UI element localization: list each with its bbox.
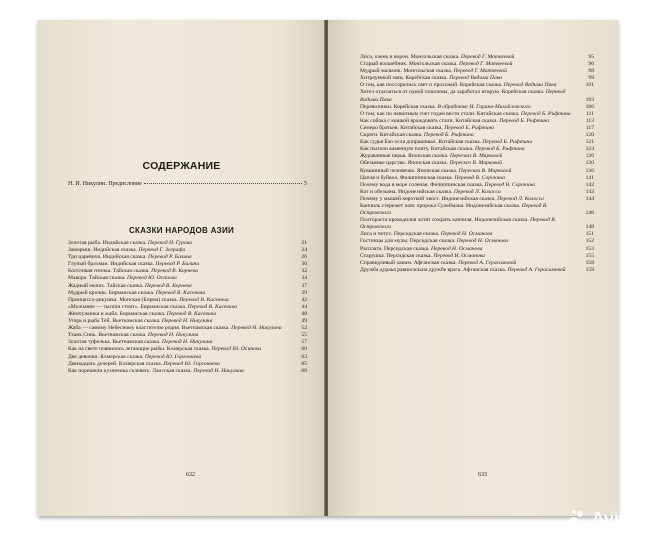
toc-entry-page: 98 (588, 68, 594, 75)
toc-entry (68, 290, 307, 297)
toc-entry (68, 346, 307, 353)
toc-entry-credit: Перевод Б. Рифтина (444, 124, 494, 131)
toc-entry-title: Почему у мышей короткий хвост. Индонезийская сказка. (360, 195, 496, 202)
toc-entry-credit: Перевод Н. Османова (456, 238, 509, 245)
toc-entry-credit: Перевод В. Касевича (166, 310, 217, 317)
toc-entry-page: 146 (585, 210, 594, 217)
toc-entry (68, 275, 307, 282)
toc-entry-page: 153 (585, 245, 594, 252)
toc-entry-credit: Перевод В. Корнева (144, 282, 192, 289)
toc-entry (360, 203, 594, 217)
toc-entry-page: 60 (301, 346, 307, 353)
toc-entry-credit: Перевод Р. Балина (148, 254, 192, 261)
toc-entry (68, 361, 307, 368)
toc-entry-page: 44 (301, 303, 307, 310)
toc-entry-title: Канчиль стережет пояс пророка Сулеймана. Индонезийская сказка. (360, 202, 521, 209)
toc-entry-page: 101 (585, 82, 594, 89)
toc-entry-page: 49 (301, 318, 307, 325)
toc-entry-title: Жаба — самому Небесному властителю родня. Вьетнамская сказка. (68, 325, 230, 332)
toc-entry-page: 124 (585, 146, 594, 153)
toc-entry (360, 175, 594, 182)
toc-entry-credit: Перевод Б. Рифтина (499, 117, 550, 124)
toc-entry-title: Кот и обезьяна. Индонезийская сказка. (360, 188, 453, 195)
toc-entry-page: 151 (585, 231, 594, 238)
toc-entry-title: Хитроумный заяц. Корейская сказка. (360, 75, 448, 82)
toc-entry-page: 65 (301, 360, 307, 367)
toc-entry-page: 34 (301, 275, 307, 282)
toc-entry-page: 148 (585, 224, 594, 231)
toc-entry-title: Старый волшебник. Монгольская сказка. (360, 61, 458, 68)
toc-entry-title: Двенадцать дочерей. Кхмерская сказка. (68, 360, 163, 367)
toc-entry-title: Перевозчики. Корейская сказка. (360, 103, 437, 110)
toc-entry-credit: Перевод Н. Османова (440, 231, 493, 238)
toc-entry-text (360, 111, 580, 118)
toc-entry (360, 160, 594, 167)
toc-entry (360, 238, 594, 245)
toc-entry (360, 111, 594, 118)
toc-entry-credit: Перевод Г. Матвеевой (460, 54, 515, 60)
toc-entry-title: Принцесса-дикушка. Монская (Бирма) сказка. (68, 296, 178, 303)
toc-entry-title: Три царевича. Индийская сказка. (68, 254, 147, 261)
toc-entry-page: 121 (585, 139, 594, 146)
toc-entry-credit: Перевод Н. Никулина (231, 325, 282, 332)
toc-entry-credit: Перевод Н. Гурова (147, 240, 192, 246)
toc-entry (68, 311, 307, 318)
toc-entry-text (360, 182, 580, 189)
toc-entry-page: 159 (585, 266, 594, 273)
toc-entry-page: 52 (301, 325, 307, 332)
toc-entry-title: Гостинцы для мулы. Персидская сказка. (360, 238, 456, 245)
dot-leader (144, 183, 302, 184)
toc-entry-title: Полтораста крокодилов хотят сожрать канчиля. Индонезийская сказка. (360, 217, 529, 224)
left-page (38, 20, 325, 516)
toc-entry-title: Мудрый кролик. Бирманская сказка. (68, 289, 155, 296)
toc-entry-text (360, 189, 580, 196)
toc-entry-credit: Перевод Л. Колосса (497, 195, 544, 202)
toc-entry-title: О том, как по животным счет годам вести стали. Китайская сказка. (360, 110, 520, 117)
toc-entry-title: Глупый брахман. Индийская сказка. (68, 261, 155, 268)
toc-entry-title: Мудрый мальчик. Монгольская сказка. (360, 68, 453, 75)
toc-entry-credit: Пересказ В. Марковой (449, 160, 502, 167)
toc-entry-text (68, 368, 293, 375)
toc-entry-text (360, 118, 580, 125)
toc-entry (360, 118, 594, 125)
toc-entry (360, 253, 594, 260)
toc-entry-title: Журавлиные перья. Японская сказка. (360, 153, 449, 160)
toc-entry-credit: Перевод Г. Зографа (138, 247, 186, 254)
toc-entry-page: 130 (585, 160, 594, 167)
toc-entry (360, 196, 594, 203)
toc-entry-title: Цапля и буйвол. Филиппинская сказка. (360, 174, 453, 181)
avito-watermark (567, 508, 636, 530)
toc-entry-title: Семеро братьев. Китайская сказка. (360, 124, 443, 131)
toc-entry-credit: Перевод А. Герасимовой (507, 266, 566, 273)
toc-entry-title: Жемчужинка и жаба. Бирманская сказка. (68, 310, 166, 317)
toc-entry (68, 283, 307, 290)
toc-entry-credit: Перевод Г. Матвеевой (453, 68, 507, 75)
toc-entry-text (68, 304, 293, 311)
toc-entry-text (68, 275, 293, 282)
right-toc-list (360, 54, 594, 274)
avito-logo-icon (567, 508, 589, 530)
toc-entry-page: 152 (585, 238, 594, 245)
toc-entry-credit: Перевод В. Сорокина (454, 174, 505, 181)
toc-entry-page: 63 (301, 353, 307, 360)
toc-entry-page: 42 (301, 296, 307, 303)
toc-entry (360, 267, 594, 274)
toc-entry-text (68, 346, 293, 353)
toc-entry-text (68, 283, 293, 290)
toc-entry-page: 158 (585, 259, 594, 266)
toc-entry-title: Скряги. Китайская сказка. (360, 132, 423, 139)
toc-entry-title: Болтливая птичка. Тайская сказка. (68, 268, 150, 275)
toc-entry (68, 368, 307, 375)
toc-entry-text (360, 89, 580, 103)
toc-entry-title: Как порешили кузнечика склевать. Лаосская сказка. (68, 367, 192, 374)
toc-entry-title: Тхань Синь. Вьетнамская сказка. (68, 332, 147, 339)
toc-entry-credit: Перевод В. Касевича (187, 303, 238, 310)
toc-entry-credit: Перевод Р. Балина (155, 261, 200, 268)
toc-entry-title: Хотел отделаться от одной пошлины, да заработал вторую. Корейская сказка. (360, 89, 545, 96)
toc-entry-credit: Пересказ В. Марковой (458, 167, 512, 174)
open-book (38, 20, 618, 516)
toc-entry-credit: Перевод Л. Колосса (453, 188, 501, 195)
toc-entry-credit: Перевод Ю. Осипова (211, 346, 262, 353)
toc-entry-credit: Перевод Н. Никулина (161, 339, 213, 346)
toc-entry-title: Как собака с кошкой враждовать стали. Китайская сказка. (360, 117, 498, 124)
toc-entry-title: О том, как поссорились свет и прохожий. Корейская сказка. (360, 82, 503, 89)
page-number: 632 (186, 472, 195, 478)
right-page (328, 20, 618, 516)
toc-entry-credit: Перевод А. Герасимовой (458, 259, 517, 266)
toc-entry-page: 106 (585, 103, 594, 110)
toc-entry-credit: Перевод Вадима Пака (449, 75, 503, 82)
toc-entry-title: Две девочки. Кхмерская сказка. (68, 353, 144, 360)
toc-entry-page: 37 (301, 282, 307, 289)
toc-entry (68, 304, 307, 311)
toc-entry-credit: Перевод Вадима Пака (360, 89, 566, 103)
toc-entry-title: Кувшинный человечек. Японская сказка. (360, 167, 458, 174)
toc-entry-title: Дружба дурака равносильна дружбе врага. Афганская сказка. (360, 266, 507, 273)
toc-entry-page: 113 (585, 117, 594, 124)
toc-entry-credit: Перевод В. Касевича (155, 289, 206, 296)
toc-entry-page: 32 (301, 268, 307, 275)
toc-entry-title: Как судья Бао осла допрашивал. Китайская сказка. (360, 139, 481, 146)
toc-entry-text (360, 253, 580, 260)
toc-entry-credit: Пересказ В. Марковой (449, 153, 503, 160)
toc-entry-credit: В обработке Н. Гарина-Михайловского (437, 103, 531, 110)
toc-entry (360, 260, 594, 267)
toc-entry-credit: Перевод В. Корнева (151, 268, 198, 275)
toc-entry-page: 142 (585, 181, 594, 188)
toc-entry-title: Лиса, олень и ворон. Монгольская сказка. (360, 54, 460, 60)
toc-entry-credit: Перевод Ю. Горгониева (144, 353, 202, 360)
toc-entry-page: 144 (585, 195, 594, 202)
toc-entry-title: Золотая туфелька. Вьетнамская сказка. (68, 339, 161, 346)
toc-entry-page: 136 (585, 167, 594, 174)
toc-entry-credit: Перевод В. Островского (360, 217, 557, 231)
toc-entry-title: Почему вода в море соленая. Филиппинская сказка. (360, 181, 484, 188)
toc-entry-title: Золотая рыба. Индийская сказка. (68, 240, 147, 246)
toc-entry-page: 48 (301, 310, 307, 317)
toc-entry-page: 141 (585, 174, 594, 181)
toc-entry-title: Заморыш. Индийская сказка. (68, 247, 138, 254)
toc-entry-text (68, 290, 293, 297)
toc-entry-text (360, 267, 580, 274)
toc-entry-text (360, 168, 580, 175)
toc-entry-credit: Перевод Ю. Осипова (127, 275, 177, 282)
page-number: 633 (478, 472, 487, 478)
toc-entry (360, 182, 594, 189)
toc-entry-credit: Перевод Н. Никулина (147, 332, 199, 339)
toc-entry-text (360, 246, 580, 253)
toc-entry (360, 246, 594, 253)
toc-entry-text (360, 217, 580, 231)
toc-entry-page: 143 (585, 188, 594, 195)
toc-entry-credit: Перевод Г. Матвеевой (459, 61, 513, 68)
toc-entry-page: 120 (585, 132, 594, 139)
toc-entry-page: 26 (301, 254, 307, 261)
toc-entry-page: 117 (585, 124, 594, 131)
toc-entry-page: 155 (585, 252, 594, 259)
toc-entry-page: 24 (301, 247, 307, 254)
toc-entry-page: 111 (586, 110, 594, 117)
toc-entry-page: 95 (588, 54, 594, 60)
toc-entry-credit: Перевод Б. Рифтина (474, 146, 525, 153)
toc-entry (68, 297, 307, 304)
toc-entry-text (68, 311, 293, 318)
toc-entry-credit: Перевод Б. Рифтина (482, 139, 533, 146)
toc-entry-title: Как на свете появились летающие рыбы. Кхмерская сказка. (68, 346, 210, 353)
toc-entry-title: Как пытали каменную плиту. Китайская сказка. (360, 146, 474, 153)
toc-entry-text (360, 260, 580, 267)
toc-entry-credit: Перевод В. Сорокина (484, 181, 536, 188)
toc-entry-credit: Перевод Б. Рифтина (423, 132, 474, 139)
toc-entry-page: 68 (301, 367, 307, 374)
toc-entry-text (360, 104, 580, 111)
toc-entry-credit: Перевод В. Островского (360, 202, 548, 217)
toc-entry-text (360, 160, 580, 167)
toc-entry (360, 89, 594, 103)
toc-entry (360, 104, 594, 111)
toc-entry-title: Обезьянье царство. Японская сказка. (360, 160, 448, 167)
toc-entry-title: Старушка. Персидская сказка. (360, 252, 432, 259)
toc-entry-text (360, 238, 580, 245)
toc-entry-text (360, 196, 580, 203)
toc-entry-credit: Перевод Н. Османова (430, 245, 483, 252)
toc-entry-credit: Перевод Б. Рифтина (520, 110, 571, 117)
toc-entry-title: Мавора. Тайская сказка. (68, 275, 126, 282)
section-heading: СКАЗКИ НАРОДОВ АЗИИ (128, 226, 235, 235)
toc-entry-title: Лиса и петух. Персидская сказка. (360, 231, 440, 238)
toc-entry (68, 354, 307, 361)
toc-entry-page: 57 (301, 339, 307, 346)
toc-entry-text (68, 361, 293, 368)
toc-entry-credit: Перевод Н. Никулина (161, 318, 213, 325)
toc-entry-title: Жадный монах. Тайская сказка. (68, 282, 144, 289)
left-toc-list (68, 240, 307, 375)
avito-wordmark: Avito (591, 508, 636, 529)
preface-page: 5 (304, 181, 307, 187)
toc-entry-credit: Перевод В. Касевича (179, 296, 229, 303)
toc-entry-title: «Молчание — тысячи стоит». Бирманская сказка. (68, 303, 187, 310)
toc-entry-page: 21 (301, 240, 307, 246)
toc-entry-title: Справедливый хаким. Афганская сказка. (360, 259, 457, 266)
toc-entry-credit: Перевод Вадима Пака (503, 82, 557, 89)
toc-entry-page: 99 (588, 75, 594, 82)
toc-entry-title: Угорь и рыба Тей. Вьетнамская сказка. (68, 318, 161, 325)
toc-entry-text (360, 125, 580, 132)
toc-entry-credit: Перевод Ю. Горгониева (163, 360, 220, 367)
toc-entry-page: 39 (301, 289, 307, 296)
toc-entry-page: 126 (585, 153, 594, 160)
toc-entry-text (360, 175, 580, 182)
toc-entry-page: 103 (585, 96, 594, 103)
toc-entry-credit: Перевод Н. Никулина (193, 367, 244, 374)
preface-entry (68, 181, 307, 187)
preface-title: Н. И. Никулин. Предисловие (68, 181, 142, 187)
toc-entry-page: 30 (301, 261, 307, 268)
toc-entry (360, 168, 594, 175)
contents-heading: СОДЕРЖАНИЕ (142, 160, 221, 172)
toc-entry-text (360, 203, 580, 217)
toc-entry-page: 96 (588, 61, 594, 68)
toc-entry (360, 217, 594, 231)
toc-entry-text (68, 297, 293, 304)
toc-entry (360, 125, 594, 132)
toc-entry (360, 189, 594, 196)
toc-entry-credit: Перевод Н. Османова (433, 252, 485, 259)
toc-entry-page: 55 (301, 332, 307, 339)
toc-entry-text (68, 354, 293, 361)
toc-entry-title: Расплата. Персидская сказка. (360, 245, 430, 252)
